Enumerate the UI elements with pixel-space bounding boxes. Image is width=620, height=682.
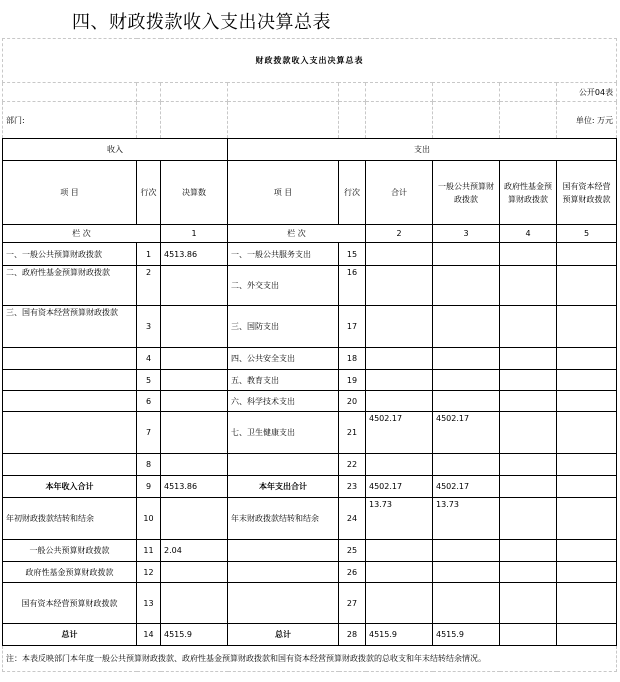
income-amount [161, 412, 228, 454]
table-row [3, 243, 617, 266]
income-amount [161, 266, 228, 306]
expense-total: 4515.9 [366, 624, 433, 646]
income-grand-total-label: 总计 [3, 624, 137, 646]
income-group-header: 收入 [3, 139, 228, 161]
expense-row-number: 18 [339, 348, 366, 370]
income-item: 一般公共预算财政拨款 [3, 540, 137, 562]
expense-general [433, 348, 500, 370]
income-item [3, 370, 137, 391]
income-row-number: 4 [137, 348, 161, 370]
expense-row-number: 15 [339, 243, 366, 266]
expense-total: 4502.17 [366, 412, 433, 454]
column-number: 2 [366, 225, 433, 243]
expense-item [228, 583, 339, 624]
expense-fund [500, 454, 557, 476]
expense-capital [557, 583, 617, 624]
income-item-header: 项 目 [3, 161, 137, 225]
expense-row-number: 28 [339, 624, 366, 646]
expense-fund [500, 412, 557, 454]
expense-fund [500, 476, 557, 498]
final-amount-header: 决算数 [161, 161, 228, 225]
expense-item: 六、科学技术支出 [228, 391, 339, 412]
table-row [3, 306, 617, 348]
expense-fund [500, 266, 557, 306]
expense-capital [557, 243, 617, 266]
expense-capital [557, 391, 617, 412]
expense-fund [500, 391, 557, 412]
expense-fund [500, 624, 557, 646]
total-header: 合计 [366, 161, 433, 225]
income-row-number: 2 [137, 266, 161, 306]
expense-row-number: 25 [339, 540, 366, 562]
income-amount: 4513.86 [161, 476, 228, 498]
column-number: 1 [161, 225, 228, 243]
income-row-number: 3 [137, 306, 161, 348]
income-amount: 4513.86 [161, 243, 228, 266]
expense-row-number: 22 [339, 454, 366, 476]
expense-item: 五、教育支出 [228, 370, 339, 391]
income-item: 二、政府性基金预算财政拨款 [3, 266, 137, 306]
expense-general: 4502.17 [433, 412, 500, 454]
expense-capital [557, 306, 617, 348]
expense-total [366, 243, 433, 266]
expense-general [433, 391, 500, 412]
income-item [3, 348, 137, 370]
expense-general [433, 306, 500, 348]
income-item: 三、国有资本经营预算财政拨款 [3, 306, 137, 348]
income-item: 国有资本经营预算财政拨款 [3, 583, 137, 624]
income-row-number: 6 [137, 391, 161, 412]
table-row [3, 624, 617, 646]
expense-item [228, 562, 339, 583]
final-accounts-table [2, 38, 617, 672]
expense-total [366, 370, 433, 391]
department-label: 部门: [3, 102, 137, 139]
expense-general [433, 562, 500, 583]
income-item [3, 391, 137, 412]
expense-item: 三、国防支出 [228, 306, 339, 348]
unit-label: 单位: 万元 [557, 102, 617, 139]
column-number: 4 [500, 225, 557, 243]
expense-general [433, 243, 500, 266]
expense-row-number: 23 [339, 476, 366, 498]
expense-row-number: 16 [339, 266, 366, 306]
expense-grand-total-label: 总计 [228, 624, 339, 646]
gov-fund-header: 政府性基金预算财政拨款 [500, 161, 557, 225]
expense-general [433, 540, 500, 562]
expense-row-number: 27 [339, 583, 366, 624]
income-amount [161, 306, 228, 348]
expense-item: 年末财政拨款结转和结余 [228, 498, 339, 540]
expense-capital [557, 562, 617, 583]
state-capital-header: 国有资本经营预算财政拨款 [557, 161, 617, 225]
expense-total [366, 306, 433, 348]
income-amount: 4515.9 [161, 624, 228, 646]
income-amount [161, 348, 228, 370]
income-amount [161, 498, 228, 540]
expense-total [366, 583, 433, 624]
expense-row-number: 19 [339, 370, 366, 391]
expense-capital [557, 476, 617, 498]
table-row [3, 583, 617, 624]
expense-general [433, 454, 500, 476]
expense-item [228, 454, 339, 476]
column-number: 3 [433, 225, 500, 243]
expense-total: 13.73 [366, 498, 433, 540]
general-budget-header: 一般公共预算财政拨款 [433, 161, 500, 225]
expense-general [433, 583, 500, 624]
expense-capital [557, 412, 617, 454]
expense-total: 4502.17 [366, 476, 433, 498]
income-row-number: 11 [137, 540, 161, 562]
table-title: 财政拨款收入支出决算总表 [3, 39, 617, 83]
expense-group-header: 支出 [228, 139, 617, 161]
expense-row-number: 21 [339, 412, 366, 454]
table-row [3, 266, 617, 306]
expense-total [366, 391, 433, 412]
income-amount: 2.04 [161, 540, 228, 562]
income-amount [161, 391, 228, 412]
expense-total [366, 562, 433, 583]
expense-row-number: 20 [339, 391, 366, 412]
expense-total [366, 266, 433, 306]
table-row [3, 498, 617, 540]
expense-fund [500, 243, 557, 266]
income-row-number: 1 [137, 243, 161, 266]
expense-subtotal-label: 本年支出合计 [228, 476, 339, 498]
expense-row-number: 26 [339, 562, 366, 583]
expense-total [366, 454, 433, 476]
expense-total [366, 348, 433, 370]
table-row [3, 540, 617, 562]
income-amount [161, 370, 228, 391]
expense-general: 4515.9 [433, 624, 500, 646]
expense-fund [500, 562, 557, 583]
column-number-label: 栏 次 [228, 225, 366, 243]
expense-fund [500, 498, 557, 540]
expense-fund [500, 348, 557, 370]
expense-item-header: 项 目 [228, 161, 339, 225]
footnote: 注：本表反映部门本年度一般公共预算财政拨款、政府性基金预算财政拨款和国有资本经营预算财政拨款的总收支和年末结转结余情况。 [3, 646, 617, 672]
expense-general: 13.73 [433, 498, 500, 540]
table-row [3, 562, 617, 583]
expense-item: 四、公共安全支出 [228, 348, 339, 370]
income-row-number: 12 [137, 562, 161, 583]
page-heading: 四、财政拨款收入支出决算总表 [72, 12, 331, 33]
expense-total [366, 540, 433, 562]
expense-capital [557, 454, 617, 476]
table-row [3, 454, 617, 476]
expense-item: 七、卫生健康支出 [228, 412, 339, 454]
column-number-label: 栏 次 [3, 225, 161, 243]
table-row [3, 370, 617, 391]
income-row-number: 14 [137, 624, 161, 646]
income-amount [161, 562, 228, 583]
expense-general: 4502.17 [433, 476, 500, 498]
income-subtotal-label: 本年收入合计 [3, 476, 137, 498]
expense-fund [500, 583, 557, 624]
income-amount [161, 583, 228, 624]
expense-capital [557, 540, 617, 562]
income-row-number: 7 [137, 412, 161, 454]
income-row-number: 9 [137, 476, 161, 498]
form-number: 公开04表 [557, 83, 617, 102]
income-row-number: 5 [137, 370, 161, 391]
expense-general [433, 266, 500, 306]
expense-row-header: 行次 [339, 161, 366, 225]
expense-item: 二、外交支出 [228, 266, 339, 306]
expense-capital [557, 498, 617, 540]
table-row [3, 348, 617, 370]
expense-capital [557, 348, 617, 370]
income-item [3, 412, 137, 454]
expense-general [433, 370, 500, 391]
expense-fund [500, 306, 557, 348]
income-row-number: 8 [137, 454, 161, 476]
expense-item [228, 540, 339, 562]
income-item: 一、一般公共预算财政拨款 [3, 243, 137, 266]
income-item: 年初财政拨款结转和结余 [3, 498, 137, 540]
income-item [3, 454, 137, 476]
expense-fund [500, 540, 557, 562]
expense-capital [557, 266, 617, 306]
table-row [3, 412, 617, 454]
income-row-header: 行次 [137, 161, 161, 225]
income-amount [161, 454, 228, 476]
expense-capital [557, 624, 617, 646]
expense-item: 一、一般公共服务支出 [228, 243, 339, 266]
income-item: 政府性基金预算财政拨款 [3, 562, 137, 583]
table-row [3, 476, 617, 498]
income-row-number: 10 [137, 498, 161, 540]
expense-capital [557, 370, 617, 391]
expense-row-number: 17 [339, 306, 366, 348]
income-row-number: 13 [137, 583, 161, 624]
expense-row-number: 24 [339, 498, 366, 540]
table-row [3, 391, 617, 412]
expense-fund [500, 370, 557, 391]
column-number: 5 [557, 225, 617, 243]
